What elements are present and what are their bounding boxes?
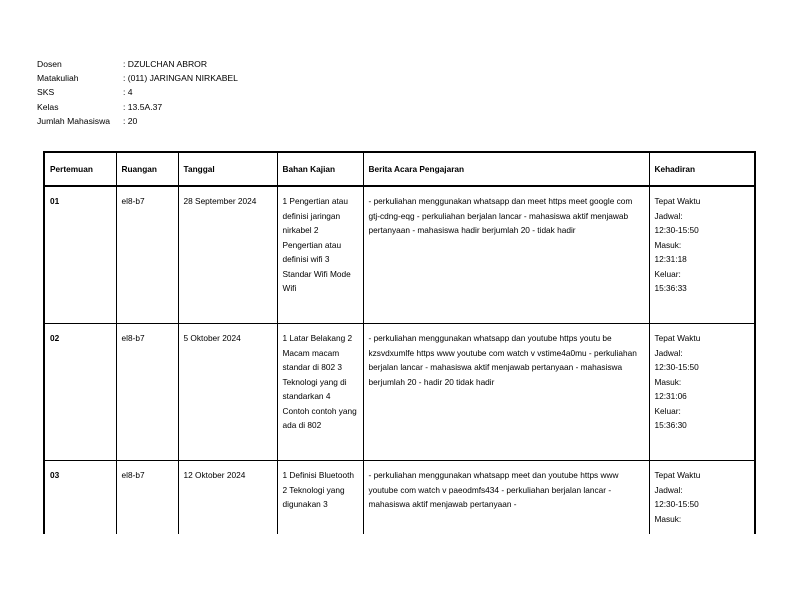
matakuliah-label: Matakuliah — [37, 73, 79, 84]
header-row-jumlah — [37, 114, 238, 128]
jumlah-label: Jumlah Mahasiswa — [37, 115, 111, 126]
cell-bahan-kajian: 1 Definisi Bluetooth 2 Teknologi yang digunakan 3 — [277, 461, 363, 535]
dosen-value: : DZULCHAN ABROR — [123, 59, 208, 69]
col-header-pertemuan: Pertemuan — [44, 152, 116, 186]
kehadiran-masuk-label: Masuk: — [654, 239, 682, 250]
col-header-tanggal: Tanggal — [178, 152, 277, 186]
cell-tanggal: 28 September 2024 — [178, 186, 277, 324]
sks-label: SKS — [37, 87, 55, 98]
col-header-bahan-kajian: Bahan Kajian — [277, 152, 363, 186]
cell-tanggal: 12 Oktober 2024 — [178, 461, 277, 535]
kehadiran-jadwal: 12:30-15:50 — [654, 225, 699, 235]
cell-berita-acara: - perkuliahan menggunakan whatsapp dan youtube https youtu be kzsvdxumlfe https www youtube com watch v vstime4a0mu - perkuliahan berjalan lancar - mahasiswa aktif menjawab pertanyaan - mahasiswa berjumlah 20 - hadir 20 tidak hadir — [363, 324, 649, 461]
col-header-ruangan: Ruangan — [116, 152, 178, 186]
cell-bahan-kajian: 1 Latar Belakang 2 Macam macam standar di 802 3 Teknologi yang di standarkan 4 Contoh contoh yang ada di 802 — [277, 324, 363, 461]
kehadiran-masuk-label: Masuk: — [654, 376, 682, 387]
sks-value: : 4 — [123, 87, 133, 98]
kelas-label: Kelas — [37, 101, 59, 112]
table-row — [44, 324, 755, 461]
kehadiran-masuk: 12:31:18 — [654, 254, 687, 264]
kehadiran-jadwal-label: Jadwal: — [654, 210, 683, 221]
jumlah-value: : 20 — [123, 115, 138, 126]
cell-berita-acara: - perkuliahan menggunakan whatsapp meet dan youtube https www youtube com watch v paeodmfs434 - perkuliahan berjalan lancar - mahasiswa aktif menjawab pertanyaan - — [363, 461, 649, 535]
cell-ruangan: el8-b7 — [116, 186, 178, 324]
kehadiran-status: Tepat Waktu — [654, 333, 701, 343]
col-header-berita-acara: Berita Acara Pengajaran — [363, 152, 649, 186]
attendance-table — [43, 151, 756, 534]
kehadiran-status: Tepat Waktu — [654, 196, 701, 206]
course-header — [37, 57, 238, 128]
header-row-kelas — [37, 100, 238, 114]
dosen-label: Dosen — [37, 59, 62, 69]
kehadiran-jadwal: 12:30-15:50 — [654, 499, 699, 509]
table-row — [44, 461, 755, 535]
cell-tanggal: 5 Oktober 2024 — [178, 324, 277, 461]
kehadiran-keluar-label: Keluar: — [654, 405, 681, 416]
header-row-dosen — [37, 57, 238, 71]
cell-kehadiran — [649, 461, 755, 535]
cell-kehadiran — [649, 186, 755, 324]
kehadiran-jadwal-label: Jadwal: — [654, 484, 683, 495]
kehadiran-keluar-label: Keluar: — [654, 268, 681, 279]
kelas-value: : 13.5A.37 — [123, 101, 163, 112]
kehadiran-masuk: 12:31:06 — [654, 391, 687, 401]
kehadiran-jadwal: 12:30-15:50 — [654, 362, 699, 372]
cell-pertemuan: 01 — [44, 186, 116, 324]
cell-berita-acara: - perkuliahan menggunakan whatsapp dan meet https meet google com gtj-cdng-eqg - perkuliahan berjalan lancar - mahasiswa aktif menjawab pertanyaan - mahasiswa hadir berjumlah 20 - tidak hadir — [363, 186, 649, 324]
kehadiran-keluar: 15:36:33 — [654, 283, 687, 293]
header-row-matakuliah — [37, 71, 238, 85]
cell-ruangan: el8-b7 — [116, 324, 178, 461]
kehadiran-masuk-label: Masuk: — [654, 513, 682, 524]
kehadiran-jadwal-label: Jadwal: — [654, 347, 683, 358]
cell-pertemuan: 03 — [44, 461, 116, 535]
cell-pertemuan: 02 — [44, 324, 116, 461]
matakuliah-value: : (011) JARINGAN NIRKABEL — [123, 73, 238, 84]
cell-bahan-kajian: 1 Pengertian atau definisi jaringan nirkabel 2 Pengertian atau definisi wifi 3 Standar Wifi Mode Wifi — [277, 186, 363, 324]
cell-ruangan: el8-b7 — [116, 461, 178, 535]
kehadiran-keluar: 15:36:30 — [654, 420, 687, 430]
table-row — [44, 186, 755, 324]
cell-kehadiran — [649, 324, 755, 461]
col-header-kehadiran: Kehadiran — [649, 152, 755, 186]
header-row-sks — [37, 85, 238, 99]
kehadiran-status: Tepat Waktu — [654, 470, 701, 480]
table-header-row — [44, 152, 755, 186]
